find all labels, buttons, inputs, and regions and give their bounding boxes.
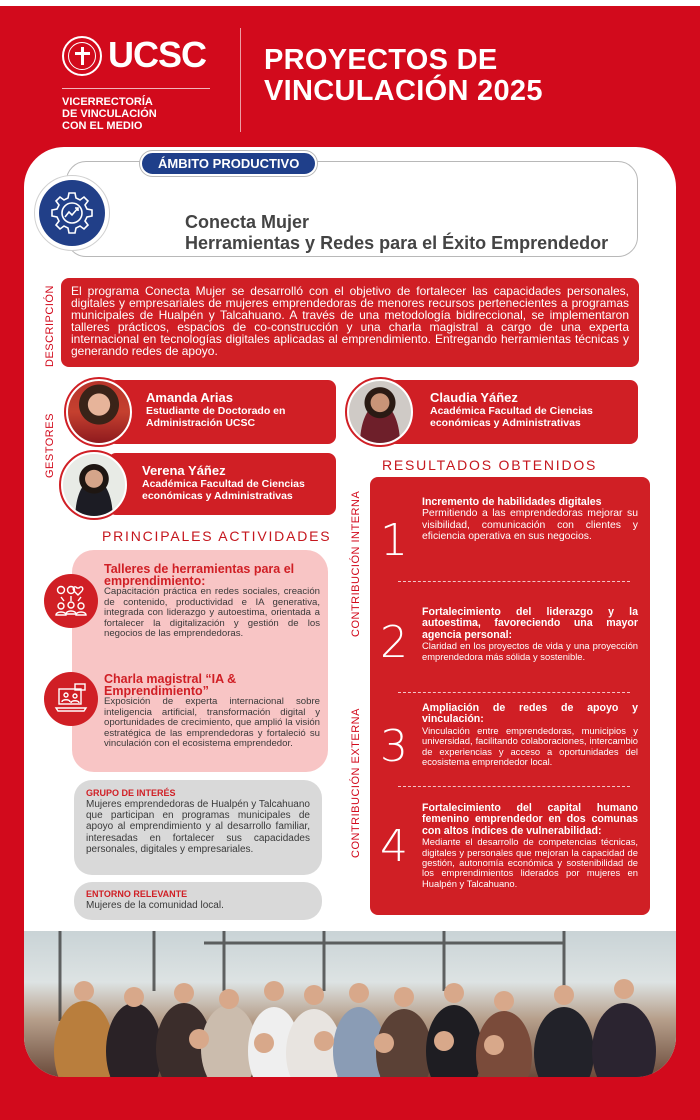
grupo-interes-box	[74, 780, 322, 875]
entorno-relevante-body: Mujeres de la comunidad local.	[86, 900, 224, 911]
descripcion-box: El programa Conecta Mujer se desarrolló con el objetivo de fortalecer las capacidades personales, digitales y empresariales de mujeres emprendedoras de menores recursos pertenecientes a programas municipales de Hualpén y Talcahuano. A través de una metodología bidireccional, se implementaron talleres prácticos, espacios de co-construcción y una charla magistral a cargo de una experta internacional en tecnologías digitales aplicadas al emprendimiento. Entregando herramientas técnicas y generando redes de apoyo.	[61, 278, 639, 367]
actividad-item	[104, 563, 320, 640]
resultado-body: Mediante el desarrollo de competencias técnicas, digitales y personales que mejoran la capacidad de gestión, autonomía económica y sostenibilidad de los emprendimientos liderados por mujeres en Hualpén y Talcahuano.	[422, 836, 638, 889]
resultado-title: Ampliación de redes de apoyo y vinculación:	[422, 702, 638, 726]
actividades-heading: PRINCIPALES ACTIVIDADES	[102, 528, 332, 544]
resultado-body: Claridad en los proyectos de vida y una proyección emprendedora más sólida y sostenible.	[422, 640, 638, 662]
entorno-relevante-box	[74, 882, 322, 920]
grupo-interes-body: Mujeres emprendedoras de Hualpén y Talcahuano que participan en programas municipales de apoyo al emprendimiento y al desarrollo familiar, interesadas en fortalecer sus capacidades personales, digitales y empresariales.	[86, 799, 310, 855]
gestor-name: Verena Yáñez	[142, 463, 226, 478]
gestor-card	[108, 453, 336, 515]
actividad-title: Charla magistral “IA & Emprendimiento”	[104, 672, 237, 698]
logo-divider	[62, 88, 210, 89]
gestor-role: Estudiante de Doctorado en	[146, 405, 286, 417]
vicerrectoria-line: VICERRECTORÍA	[62, 96, 153, 108]
resultado-body: Permitiendo a las emprendedoras mejorar su visibilidad, comunicación con clientes y eficiencia operativa en sus negocios.	[422, 508, 638, 543]
gear-growth-icon	[39, 180, 105, 246]
page-title	[264, 45, 543, 107]
vicerrectoria-line: DE VINCULACIÓN	[62, 108, 157, 120]
gestor-role: Académica Facultad de Ciencias	[430, 405, 593, 417]
resultado-title: Fortalecimiento del liderazgo y la autoestima, favoreciendo una mayor agencia personal:	[422, 606, 638, 641]
descripcion-label: DESCRIPCIÓN	[44, 285, 56, 367]
vicerrectoria-line: CON EL MEDIO	[62, 120, 143, 132]
social-network-people-icon	[44, 574, 98, 628]
gestor-role: Administración UCSC	[146, 417, 256, 429]
avatar-claudia-yanez	[345, 377, 415, 447]
ambito-badge: ÁMBITO PRODUCTIVO	[140, 151, 317, 176]
content-card	[24, 147, 676, 1077]
resultado-text	[422, 497, 638, 543]
project-name-line: Conecta Mujer	[185, 212, 310, 232]
resultado-separator	[398, 786, 630, 787]
contribucion-externa-label: CONTRIBUCIÓN EXTERNA	[350, 708, 362, 858]
group-photo	[24, 931, 676, 1077]
resultado-body: Vinculación entre emprendedoras, municipios y universidad, facilitando colaboraciones, intercambio de experiencias y acceso a oportunidades del ecosistema emprendedor local.	[422, 724, 638, 768]
resultado-number: 2	[380, 617, 408, 668]
gestor-role: económicas y Administrativas	[430, 417, 581, 429]
actividades-box	[72, 550, 328, 772]
gestor-role: económicas y Administrativas	[142, 490, 293, 502]
actividad-body: Exposición de experta internacional sobre inteligencia artificial, transformación digital y oportunidades de crecimiento, que amplió la visión estratégica de las emprendedoras y fortaleció su vinculación con el ecosistema emprendedor.	[104, 696, 320, 750]
avatar-verena-yanez	[59, 450, 129, 520]
gestores-label: GESTORES	[44, 413, 56, 478]
grupo-interes-title: GRUPO DE INTERÉS	[86, 788, 176, 798]
actividad-item	[104, 673, 320, 750]
resultado-number: 1	[380, 515, 408, 566]
gestor-name: Claudia Yáñez	[430, 390, 518, 405]
ucsc-seal-icon	[62, 36, 102, 76]
resultado-number: 4	[380, 821, 408, 872]
resultados-box	[370, 477, 650, 915]
project-icon-frame	[34, 175, 110, 251]
title-line: VINCULACIÓN 2025	[264, 75, 543, 107]
contribucion-interna-label: CONTRIBUCIÓN INTERNA	[350, 490, 362, 637]
project-subtitle: Herramientas y Redes para el Éxito Emprendedor	[185, 233, 609, 253]
resultado-text	[422, 607, 638, 662]
gestor-role: Académica Facultad de Ciencias	[142, 478, 305, 490]
vicerrectoria-label	[62, 96, 157, 132]
actividad-title: Talleres de herramientas para el emprendimiento:	[104, 562, 295, 588]
resultado-separator	[398, 581, 630, 582]
laptop-video-call-icon	[44, 672, 98, 726]
resultado-text	[422, 803, 638, 889]
resultado-text	[422, 703, 638, 767]
resultado-title: Incremento de habilidades digitales	[422, 496, 602, 508]
resultado-number: 3	[380, 721, 408, 772]
gestor-name: Amanda Arias	[146, 390, 233, 405]
project-name	[185, 212, 608, 254]
actividad-body: Capacitación práctica en redes sociales, creación de contenido, productividad e IA generativa, integrada con liderazgo y autoestima, orientada a fortalecer la digitalización y gestión de los negocios de las emprendedoras.	[104, 586, 320, 640]
header-divider	[240, 28, 241, 132]
resultados-heading: RESULTADOS OBTENIDOS	[382, 457, 598, 473]
title-line: PROYECTOS DE	[264, 44, 498, 76]
ucsc-logo: UCSC	[108, 34, 207, 75]
resultado-title: Fortalecimiento del capital humano femenino emprendedor en dos comunas con altos índices de vulnerabilidad:	[422, 802, 638, 837]
entorno-relevante-title: ENTORNO RELEVANTE	[86, 889, 188, 899]
gestor-card	[388, 380, 638, 444]
resultado-separator	[398, 692, 630, 693]
avatar-amanda-arias	[64, 377, 134, 447]
gestor-card	[108, 380, 336, 444]
